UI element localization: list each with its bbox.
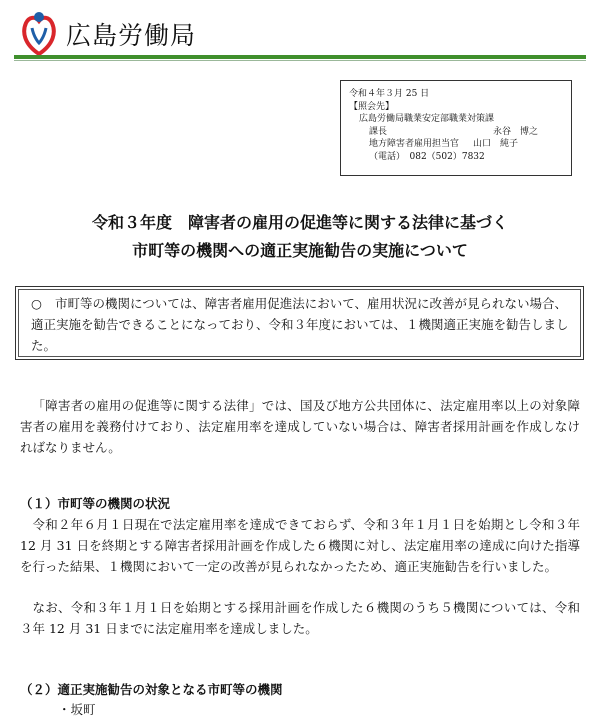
intro-paragraph: 「障害者の雇用の促進等に関する法律」では、国及び地方公共団体に、法定雇用率以上の対象障害者の雇用を義務付けており、法定雇用率を達成していない場合は、障害者採用計画を作成しなければなりません。 xyxy=(20,398,580,455)
officer-name: 山口 純子 xyxy=(473,139,519,149)
document-title-line-1: 令和３年度 障害者の雇用の促進等に関する法律に基づく xyxy=(91,213,508,232)
contact-box xyxy=(340,80,572,176)
chief-title: 課長 xyxy=(369,126,388,137)
circle-bullet-icon: ○ xyxy=(31,296,42,311)
officer-title: 地方障害者雇用担当官 xyxy=(369,139,460,149)
contact-department: 広島労働局職業安定部職業対策課 xyxy=(359,114,495,124)
chief-name: 永谷 博之 xyxy=(493,126,539,137)
section-2-heading: （２）適正実施勧告の対象となる市町等の機関 xyxy=(20,682,283,697)
summary-box xyxy=(15,286,584,360)
header-rule-thin xyxy=(14,60,586,61)
summary-text: 市町等の機関については、障害者雇用促進法において、雇用状況に改善が見られない場合、適正実施を勧告できることになっており、令和３年度においては、１機関適正実施を勧告しました。 xyxy=(31,296,569,353)
section-1-heading: （１）市町等の機関の状況 xyxy=(20,496,171,511)
ministry-logo-icon xyxy=(20,10,58,56)
section-1-paragraph-2: なお、令和３年１月１日を始期とする採用計画を作成した６機関のうち５機関については、令和３年 12 月 31 日までに法定雇用率を達成しました。 xyxy=(20,600,580,636)
release-date: 令和４年３月 25 日 xyxy=(349,89,430,99)
contact-phone: （電話） 082（502）7832 xyxy=(369,151,485,162)
contact-label: 【照会先】 xyxy=(349,101,395,112)
target-municipality: ・坂町 xyxy=(58,702,96,717)
section-1-paragraph-1: 令和２年６月１日現在で法定雇用率を達成できておらず、令和３年１月１日を始期とし令和３年 12 月 31 日を終期とする障害者採用計画を作成した６機関に対し、法定雇用率の達成に向けた指導を行った結果、１機関において一定の改善が見られなかったため、適正実施勧告を行いました。 xyxy=(20,517,580,574)
header-rule xyxy=(14,55,586,59)
document-title-line-2: 市町等の機関への適正実施勧告の実施について xyxy=(132,241,468,260)
agency-name: 広島労働局 xyxy=(66,21,197,50)
